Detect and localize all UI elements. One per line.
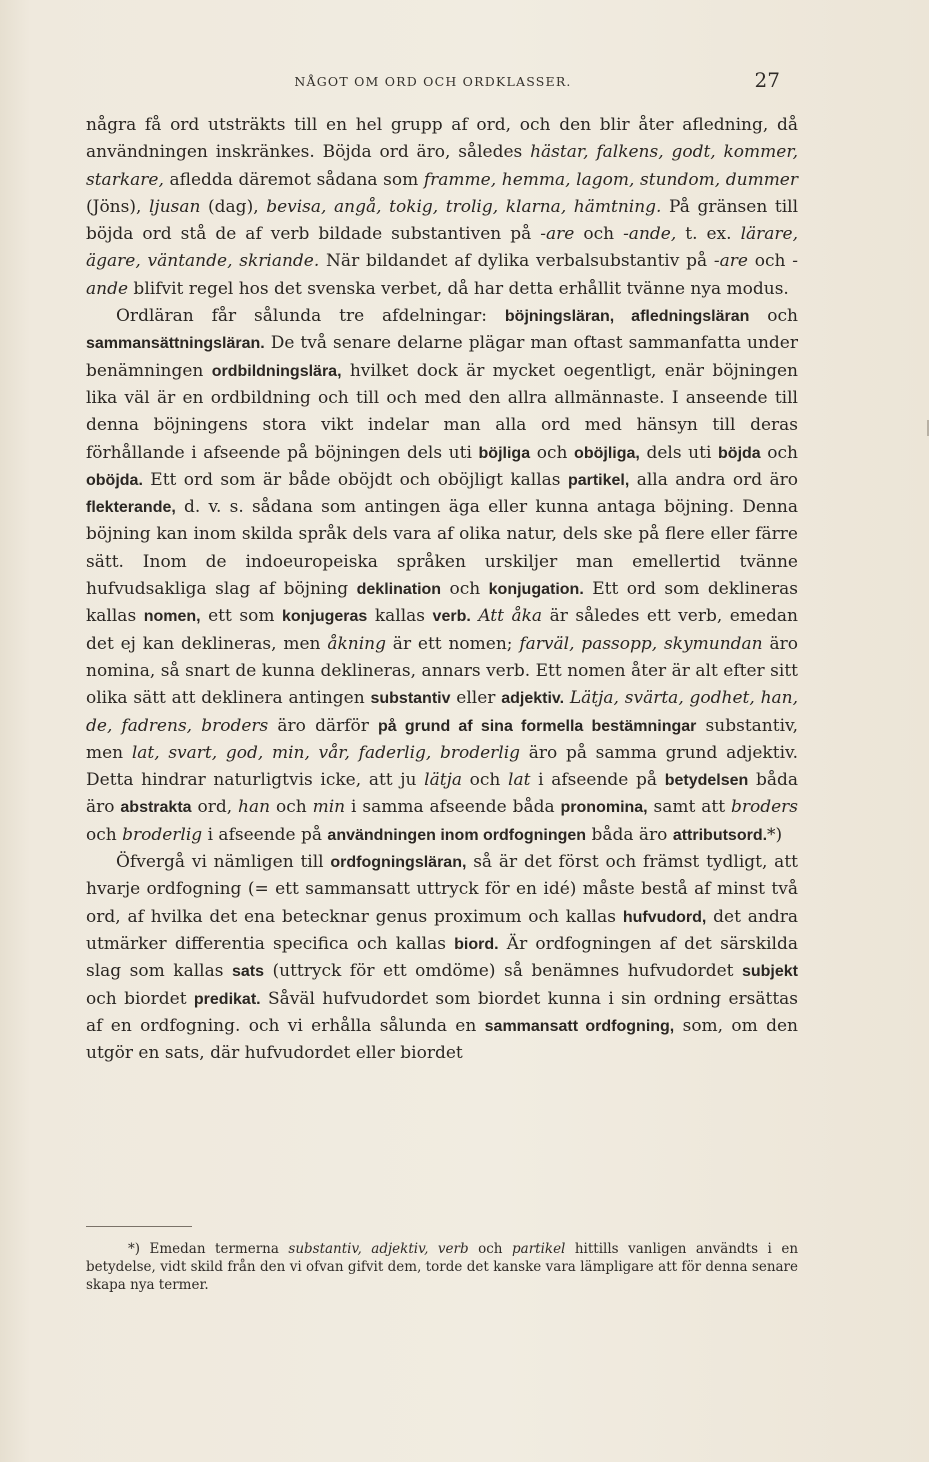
footnote-text: *) Emedan termerna substantiv, adjektiv, verb och partikel hittills vanligen användts i en betydelse, vidt skild från den vi ofvan gifvit dem, torde det kanske vara lämpligare att för denna senare skapa nya termer. — [86, 1241, 799, 1293]
paragraph-3: Öfvergå vi nämligen till ordfogningsläran, så är det först och främst tydligt, att hvarje ordfogning (= ett sammansatt uttryck för en idé) måste bestå af minst två ord, af hvilka det ena betecknar genus proximum och kallas hufvudord, det andra utmärker differentia specifica och kallas biord. Är ordfogningen af det särskilda slag som kallas sats (uttryck för ett omdöme) så benämnes hufvudordet subjekt och biordet predikat. Såväl hufvudordet som biordet kunna i sin ordning ersättas af en ordfogning. och vi erhålla sålunda en sammansatt ordfogning, som, om den utgör en sats, där hufvudordet eller biordet — [86, 852, 799, 1064]
paragraph-2: Ordläran får sålunda tre afdelningar: böjningsläran, afledningsläran och sammansättningsläran. De två senare delarne plägar man oftast sammanfatta under benämningen ordbildningslära, hvilket dock är mycket oegentligt, enär böjningen lika väl är en ordbildning och till och med den allra allmännaste. I anseende till denna böjningens stora vikt indelar man alla ord med hänsyn till deras förhållande i afseende på böjningen dels uti böjliga och oböjliga, dels uti böjda och oböjda. Ett ord som är både oböjdt och oböjligt kallas partikel, alla andra ord äro flekterande, d. v. s. sådana som antingen äga eller kunna antaga böjning. Denna böjning kan inom skilda språk dels vara af olika natur, dels ske på flere eller färre sätt. Inom de indoeuropeiska språken urskiljer man emellertid tvänne hufvudsakliga slag af böjning deklination och konjugation. Ett ord som deklineras kallas nomen, ett som konjugeras kallas verb. Att åka är således ett verb, emedan det ej kan deklineras, men åkning är ett nomen; farväl, passopp, skymundan äro nomina, så snart de kunna deklineras, annars verb. Ett nomen åter är alt efter sitt olika sätt att deklinera antingen substantiv eller adjektiv. Lätja, svärta, godhet, han, de, fadrens, broders äro därför på grund af sina formella bestämningar substantiv, men lat, svart, god, min, vår, faderlig, broderlig äro på samma grund adjektiv. Detta hindrar naturligtvis icke, att ju lätja och lat i afseende på betydelsen båda äro abstrakta ord, han och min i samma afseende båda pronomina, samt att broders och broderlig i afseende på användningen inom ordfogningen båda äro attributsord.*) — [86, 306, 799, 845]
footnote-rule — [86, 1226, 192, 1227]
running-title: NÅGOT OM ORD OCH ORDKLASSER. — [294, 74, 572, 89]
body-text — [86, 112, 798, 1067]
paragraph-1: några få ord utsträkts till en hel grupp af ord, och den blir åter afledning, då användningen inskränkes. Böjda ord äro, således hästar, falkens, godt, kommer, starkare, afledda däremot sådana som framme, hemma, lagom, stundom, dummer (Jöns), ljusan (dag), bevisa, angå, tokig, trolig, klarna, hämtning. På gränsen till böjda ord stå de af verb bildade substantiven på -are och -ande, t. ex. lärare, ägare, väntande, skriande. När bildandet af dylika verbalsubstantiv på -are och -ande blifvit regel hos det svenska verbet, då har detta erhållit tvänne nya modus. — [86, 115, 799, 299]
page-header — [86, 64, 780, 100]
footnote — [86, 1240, 798, 1294]
page-number: 27 — [754, 68, 780, 92]
